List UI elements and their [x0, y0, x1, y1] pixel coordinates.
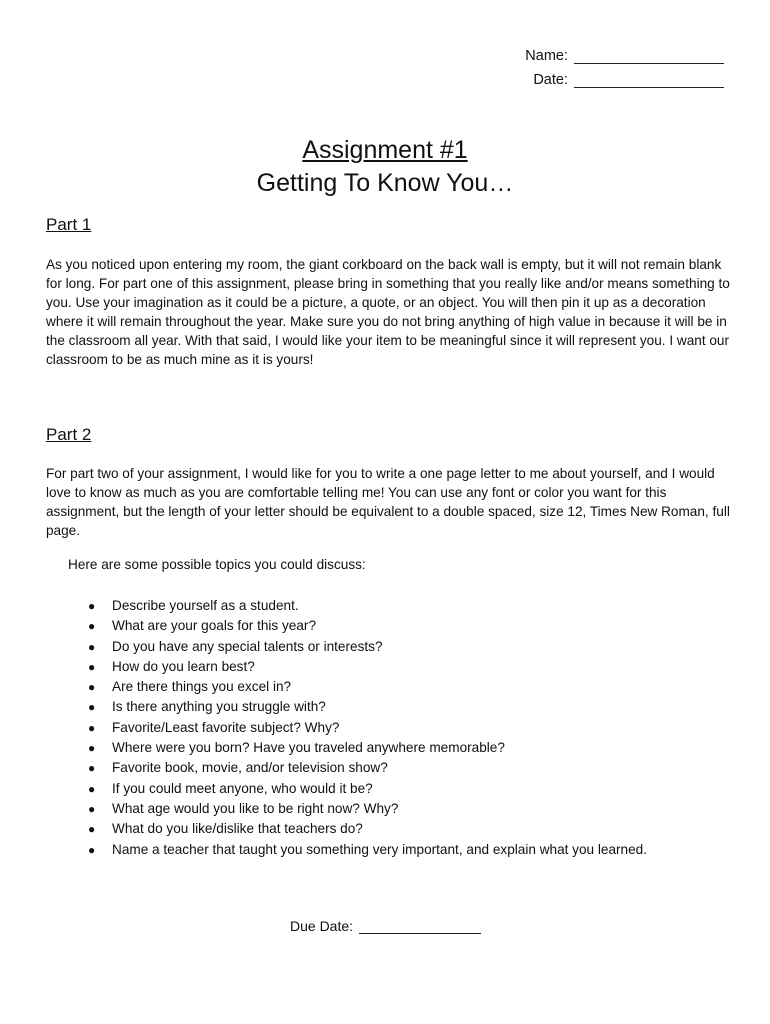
list-item	[88, 718, 647, 738]
bullet-icon: ●	[88, 619, 96, 634]
name-field-row	[525, 48, 724, 64]
due-date-blank-line[interactable]	[359, 918, 481, 934]
topic-text: Where were you born? Have you traveled anywhere memorable?	[112, 740, 505, 756]
list-item	[88, 697, 647, 717]
list-item	[88, 657, 647, 677]
bullet-icon: ●	[88, 801, 96, 816]
bullet-icon: ●	[88, 781, 96, 796]
part2-paragraph: For part two of your assignment, I would like for you to write a one page letter to me about yourself, and I would love to know as much as you are comfortable telling me! You can use any font or color you want for this assignment, but the length of your letter should be equivalent to a double spaced, size 12, Times New Roman, full page.	[46, 466, 730, 538]
list-item	[88, 616, 647, 636]
topic-text: Describe yourself as a student.	[112, 598, 299, 613]
topic-text: Do you have any special talents or interests?	[112, 638, 383, 654]
topic-text: What do you like/dislike that teachers do?	[112, 821, 363, 837]
date-label: Date:	[533, 72, 568, 88]
date-field-row	[533, 72, 724, 88]
list-item	[88, 637, 647, 657]
part1-paragraph: As you noticed upon entering my room, the giant corkboard on the back wall is empty, but it will not remain blank for long. For part one of this assignment, please bring in something that you really like and/or means something to you. Use your imagination as it could be a picture, a quote, or an object. You will then pin it up as a decoration where it will remain throughout the year. Make sure you do not bring anything of high value in because it will be in the classroom all year. With that said, I would like your item to be meaningful since it will represent you. I want our classroom to be as much mine as it is yours!	[46, 257, 730, 367]
bullet-icon: ●	[88, 680, 96, 695]
list-item	[88, 840, 647, 860]
bullet-icon: ●	[88, 761, 96, 776]
title-block	[0, 134, 770, 200]
topic-text: Name a teacher that taught you something very important, and explain what you learned.	[112, 841, 648, 857]
topic-text: Favorite/Least favorite subject? Why?	[112, 719, 340, 735]
list-item	[88, 738, 647, 758]
list-item	[88, 677, 647, 697]
topics-intro: Here are some possible topics you could discuss:	[68, 557, 366, 572]
part2-heading: Part 2	[46, 425, 92, 444]
list-item	[88, 799, 647, 819]
bullet-icon: ●	[88, 741, 96, 756]
topic-text: How do you learn best?	[112, 658, 255, 674]
bullet-icon: ●	[88, 700, 96, 715]
topic-text: Is there anything you struggle with?	[112, 699, 326, 715]
name-label: Name:	[525, 48, 568, 64]
bullet-icon: ●	[88, 639, 96, 654]
bullet-icon: ●	[88, 822, 96, 837]
list-item	[88, 819, 647, 839]
topic-text: What are your goals for this year?	[112, 618, 316, 634]
topic-text: Are there things you excel in?	[112, 679, 292, 695]
topic-text: What age would you like to be right now? Why?	[112, 800, 399, 816]
due-date-row	[290, 918, 481, 934]
bullet-icon: ●	[88, 659, 96, 674]
bullet-icon: ●	[88, 842, 96, 857]
part1-heading: Part 1	[46, 215, 92, 234]
list-item	[88, 779, 647, 799]
date-blank-line[interactable]	[574, 72, 724, 88]
topics-list	[88, 596, 647, 860]
name-blank-line[interactable]	[574, 48, 724, 64]
list-item	[88, 758, 647, 778]
bullet-icon: ●	[88, 599, 96, 613]
topic-text: Favorite book, movie, and/or television show?	[112, 760, 388, 776]
assignment-title: Assignment #1	[302, 136, 468, 164]
topic-text: If you could meet anyone, who would it be?	[112, 780, 373, 796]
due-date-label: Due Date:	[290, 918, 354, 934]
bullet-icon: ●	[88, 720, 96, 735]
assignment-subtitle: Getting To Know You…	[256, 169, 514, 197]
list-item	[88, 596, 647, 616]
